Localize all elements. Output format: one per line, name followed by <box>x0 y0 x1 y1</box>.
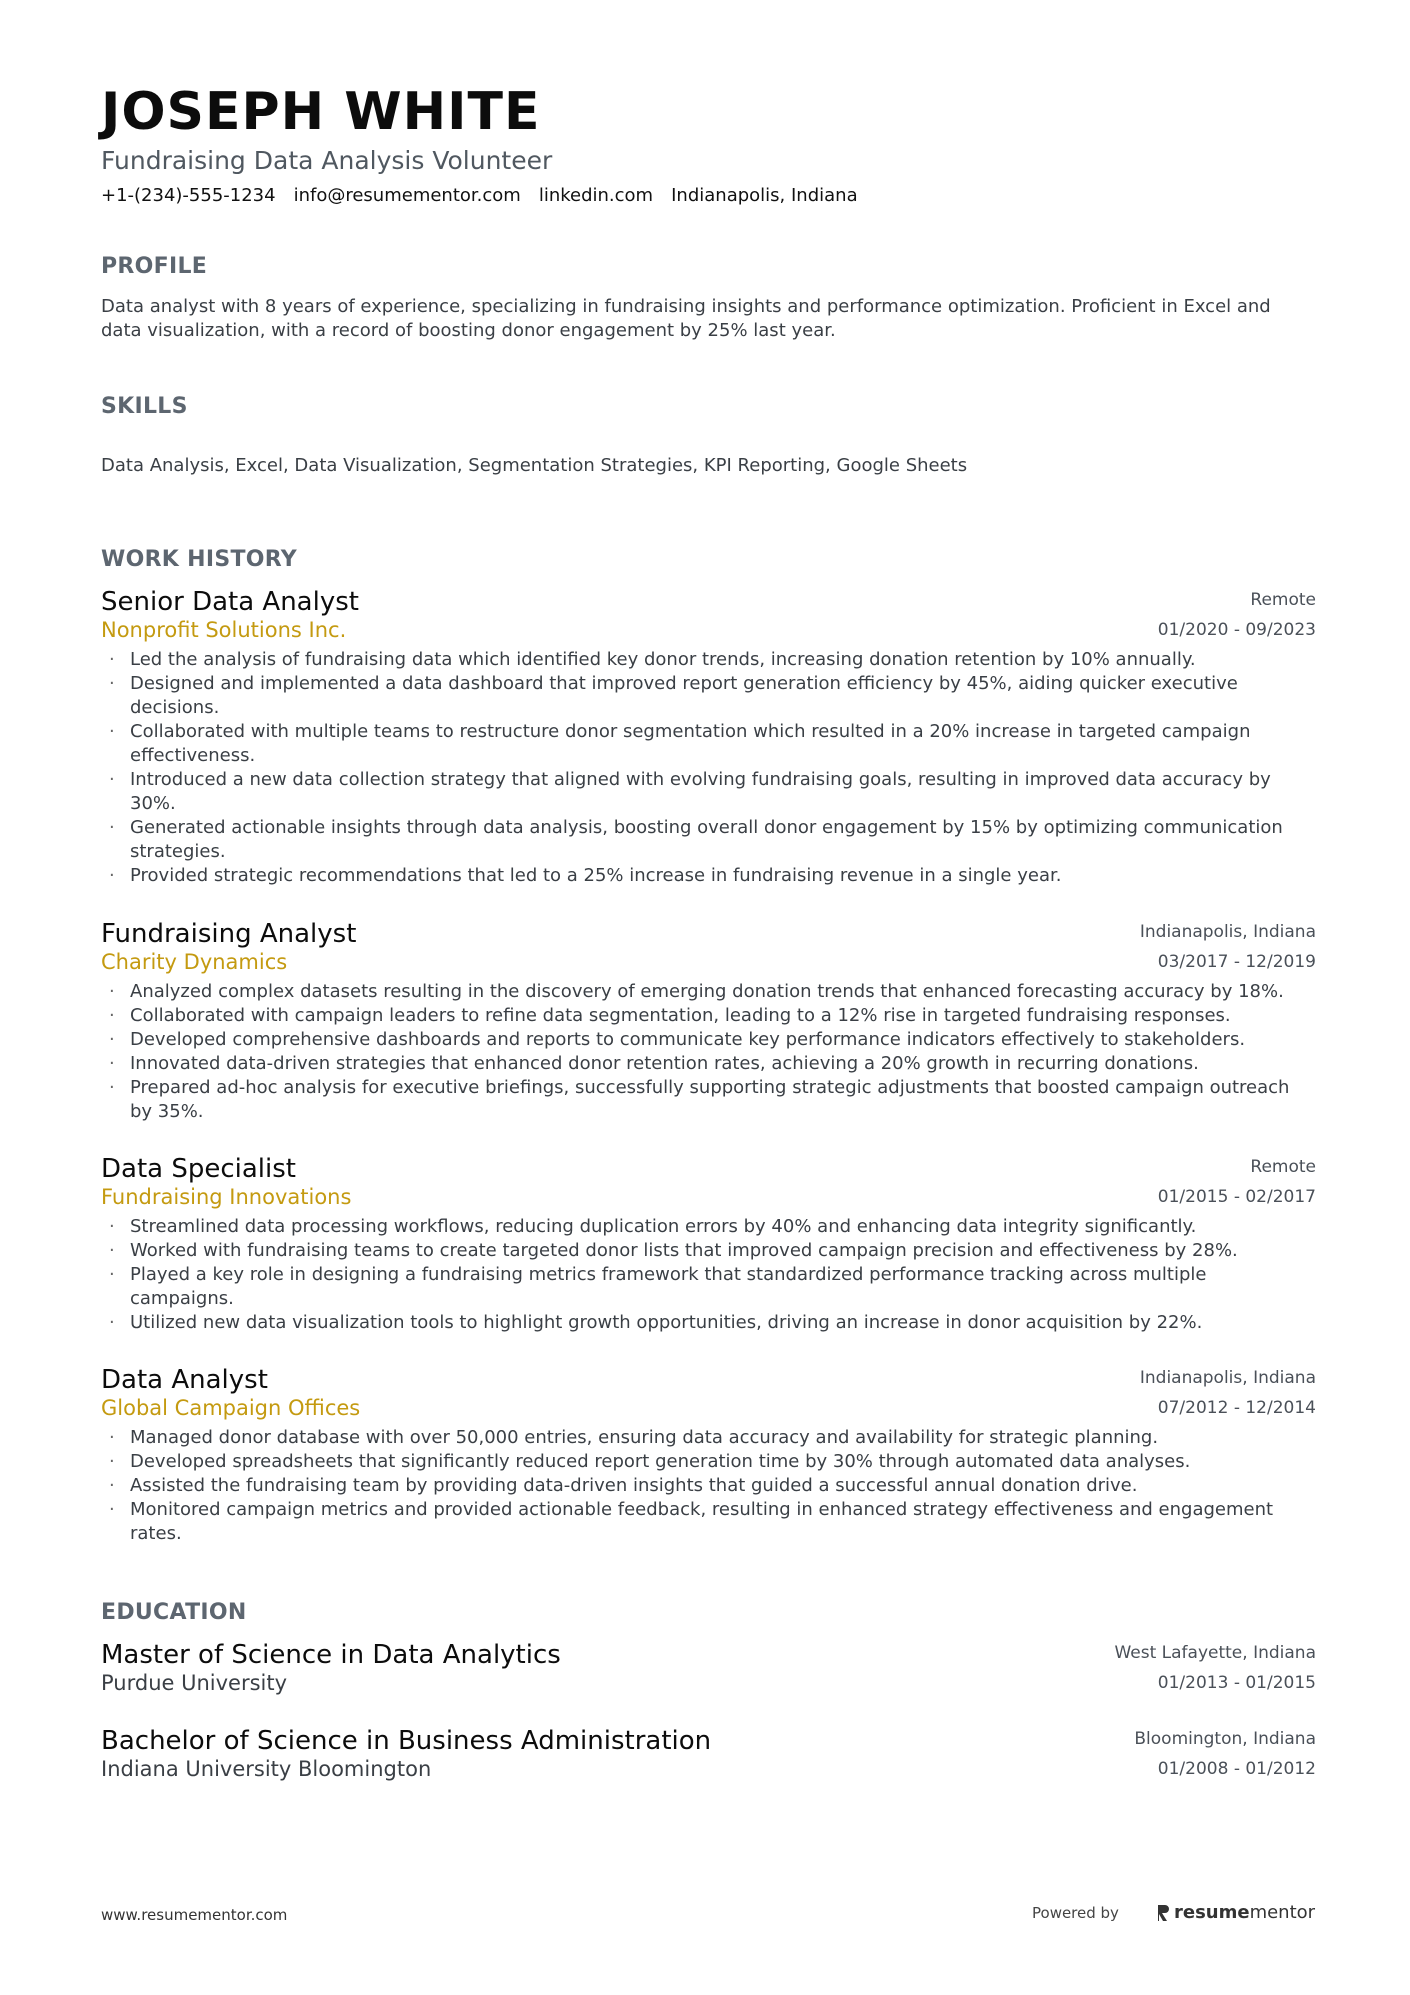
job-entry <box>101 920 1316 1124</box>
job-bullets <box>101 648 1316 888</box>
list-item: · Analyzed complex datasets resulting in the discovery of emerging donation trends that enhanced forecasting accuracy by 18%. <box>101 980 1316 1004</box>
job-entry <box>101 1366 1316 1546</box>
list-item: · Developed spreadsheets that significantly reduced report generation time by 30% through automated data analyses. <box>101 1450 1316 1474</box>
profile-heading: PROFILE <box>101 254 208 279</box>
education-dates: 01/2013 - 01/2015 <box>1157 1673 1316 1693</box>
degree-title: Master of Science in Data Analytics <box>101 1640 561 1670</box>
list-item: · Assisted the fundraising team by providing data-driven insights that guided a successful annual donation drive. <box>101 1474 1316 1498</box>
job-location: Indianapolis, Indiana <box>1139 1368 1316 1388</box>
list-item: · Innovated data-driven strategies that enhanced donor retention rates, achieving a 20% growth in recurring donations. <box>101 1052 1316 1076</box>
job-title: Senior Data Analyst <box>101 587 359 617</box>
job-bullets <box>101 1215 1316 1335</box>
school-name: Purdue University <box>101 1671 288 1695</box>
contact-linkedin[interactable]: linkedin.com <box>538 185 654 206</box>
job-bullets <box>101 1426 1316 1546</box>
profile-text: Data analyst with 8 years of experience, specializing in fundraising insights and performance optimization. Proficient in Excel and data visualization, with a record of boosting donor engagement by 25% last year. <box>101 296 1271 341</box>
list-item: · Worked with fundraising teams to create targeted donor lists that improved campaign precision and effectiveness by 28%. <box>101 1239 1316 1263</box>
list-item: · Prepared ad-hoc analysis for executive briefings, successfully supporting strategic adjustments that boosted campaign outreach by 35%. <box>101 1076 1316 1124</box>
footer-url[interactable]: www.resumementor.com <box>101 1906 288 1924</box>
resumementor-logo[interactable] <box>1156 1902 1315 1923</box>
list-item: · Developed comprehensive dashboards and reports to communicate key performance indicators effectively to stakeholders. <box>101 1028 1316 1052</box>
school-location: West Lafayette, Indiana <box>1114 1643 1316 1663</box>
job-company: Fundraising Innovations <box>101 1185 352 1209</box>
job-title: Fundraising Analyst <box>101 919 357 949</box>
powered-by-label: Powered by <box>1032 1904 1119 1922</box>
job-title: Data Analyst <box>101 1365 268 1395</box>
job-title: Data Specialist <box>101 1154 296 1184</box>
list-item: · Designed and implemented a data dashboard that improved report generation efficiency by 45%, aiding quicker executive decisions. <box>101 672 1316 720</box>
job-location: Remote <box>1250 1157 1316 1177</box>
job-dates: 01/2020 - 09/2023 <box>1157 620 1316 640</box>
contact-phone[interactable]: +1-(234)-555-1234 <box>101 185 276 206</box>
job-dates: 03/2017 - 12/2019 <box>1157 952 1316 972</box>
list-item: · Provided strategic recommendations that led to a 25% increase in fundraising revenue in a single year. <box>101 864 1316 888</box>
job-dates: 07/2012 - 12/2014 <box>1157 1398 1316 1418</box>
job-company: Global Campaign Offices <box>101 1396 361 1420</box>
school-name: Indiana University Bloomington <box>101 1757 432 1781</box>
skills-heading: SKILLS <box>101 394 188 419</box>
candidate-name: JOSEPH WHITE <box>101 82 541 142</box>
job-bullets <box>101 980 1316 1124</box>
education-dates: 01/2008 - 01/2012 <box>1157 1759 1316 1779</box>
list-item: · Monitored campaign metrics and provided actionable feedback, resulting in enhanced strategy effectiveness and engagement rates. <box>101 1498 1316 1546</box>
education-entry <box>101 1727 1316 1787</box>
job-entry <box>101 588 1316 888</box>
list-item: · Streamlined data processing workflows, reducing duplication errors by 40% and enhancing data integrity significantly. <box>101 1215 1316 1239</box>
school-location: Bloomington, Indiana <box>1134 1729 1316 1749</box>
list-item: · Utilized new data visualization tools to highlight growth opportunities, driving an increase in donor acquisition by 22%. <box>101 1311 1316 1335</box>
skills-text: Data Analysis, Excel, Data Visualization, Segmentation Strategies, KPI Reporting, Google Sheets <box>101 455 968 476</box>
list-item: · Led the analysis of fundraising data which identified key donor trends, increasing donation retention by 10% annually. <box>101 648 1316 672</box>
logo-text-rest: mentor <box>1249 1902 1316 1923</box>
contact-email[interactable]: info@resumementor.com <box>293 185 521 206</box>
job-location: Indianapolis, Indiana <box>1139 922 1316 942</box>
candidate-headline: Fundraising Data Analysis Volunteer <box>101 146 553 175</box>
resumementor-logo-icon <box>1156 1903 1170 1923</box>
list-item: · Generated actionable insights through data analysis, boosting overall donor engagement by 15% by optimizing communication strategies. <box>101 816 1316 864</box>
job-dates: 01/2015 - 02/2017 <box>1157 1187 1316 1207</box>
list-item: · Managed donor database with over 50,000 entries, ensuring data accuracy and availability for strategic planning. <box>101 1426 1316 1450</box>
work-history-heading: WORK HISTORY <box>101 547 298 572</box>
list-item: · Played a key role in designing a fundraising metrics framework that standardized performance tracking across multiple campaigns. <box>101 1263 1316 1311</box>
education-entry <box>101 1641 1316 1701</box>
contact-location: Indianapolis, Indiana <box>671 185 858 206</box>
list-item: · Collaborated with campaign leaders to refine data segmentation, leading to a 12% rise in targeted fundraising responses. <box>101 1004 1316 1028</box>
job-entry <box>101 1155 1316 1335</box>
logo-text-bold: resume <box>1174 1902 1250 1923</box>
list-item: · Introduced a new data collection strategy that aligned with evolving fundraising goals, resulting in improved data accuracy by 30%. <box>101 768 1316 816</box>
job-company: Nonprofit Solutions Inc. <box>101 618 347 642</box>
contact-line <box>101 185 858 207</box>
degree-title: Bachelor of Science in Business Administration <box>101 1726 712 1756</box>
job-location: Remote <box>1250 590 1316 610</box>
list-item: · Collaborated with multiple teams to restructure donor segmentation which resulted in a 20% increase in targeted campaign effectiveness. <box>101 720 1316 768</box>
job-company: Charity Dynamics <box>101 950 288 974</box>
education-heading: EDUCATION <box>101 1600 247 1625</box>
